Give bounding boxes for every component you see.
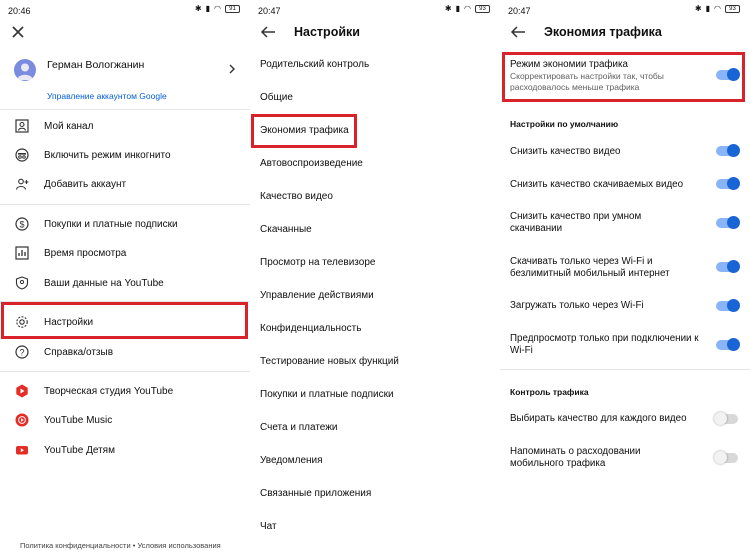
menu-item-watch-time[interactable] [0, 238, 250, 268]
menu-item-your-data[interactable] [0, 268, 250, 298]
menu-item-label: YouTube Детям [44, 444, 115, 456]
menu-item-settings[interactable] [0, 307, 250, 337]
status-time: 20:47 [508, 6, 531, 16]
setting-download-wifi-only[interactable]: Скачивать только через Wi-Fi и безлимитный мобильный интернет [510, 256, 670, 279]
upload-wifi-only-toggle[interactable] [716, 301, 738, 311]
page-title: Настройки [294, 25, 360, 39]
status-bar [500, 0, 750, 22]
settings-item-autoplay[interactable]: Автовоспроизведение [260, 158, 363, 169]
battery-icon: 91 [225, 5, 240, 13]
setting-reduce-download-quality[interactable]: Снизить качество скачиваемых видео [510, 179, 684, 190]
svg-text:?: ? [19, 347, 25, 358]
download-wifi-only-toggle[interactable] [716, 262, 738, 272]
settings-item-billing[interactable]: Счета и платежи [260, 422, 338, 433]
smart-download-quality-toggle[interactable] [716, 218, 738, 228]
menu-item-label: Справка/отзыв [44, 346, 114, 358]
settings-item-video-quality[interactable]: Качество видео [260, 191, 333, 202]
youtube-kids-icon [14, 442, 30, 458]
settings-item-parental[interactable]: Родительский контроль [260, 59, 370, 70]
data-saving-mode-toggle[interactable] [716, 70, 738, 80]
menu-item-label: Ваши данные на YouTube [44, 277, 164, 289]
account-name[interactable]: Герман Вологжанин [47, 59, 145, 71]
setting-smart-download-quality[interactable]: Снизить качество при умном скачивании [510, 211, 642, 234]
preview-wifi-only-toggle[interactable] [716, 340, 738, 350]
menu-item-label: Творческая студия YouTube [44, 385, 174, 397]
menu-item-label: Мой канал [44, 120, 94, 132]
section-header-defaults: Настройки по умолчанию [510, 119, 619, 129]
menu-item-label: Покупки и платные подписки [44, 218, 178, 230]
settings-item-connected-apps[interactable]: Связанные приложения [260, 488, 372, 499]
choose-quality-toggle[interactable] [716, 414, 738, 424]
menu-item-label: Настройки [44, 316, 94, 328]
menu-item-label: YouTube Music [44, 414, 113, 426]
youtube-music-icon [14, 412, 30, 428]
menu-item-studio[interactable] [0, 376, 250, 406]
bluetooth-icon: ✱ [444, 4, 452, 13]
setting-label: Режим экономии трафика [510, 59, 628, 70]
settings-item-data-saving[interactable]: Экономия трафика [260, 125, 349, 136]
toggle-knob [727, 299, 740, 312]
settings-item-purchases[interactable]: Покупки и платные подписки [260, 389, 394, 400]
wifi-icon: ◠ [714, 4, 721, 13]
setting-reduce-video-quality[interactable]: Снизить качество видео [510, 146, 621, 157]
toggle-knob [714, 451, 727, 464]
divider [0, 109, 250, 110]
toggle-knob [727, 177, 740, 190]
wifi-icon: ◠ [214, 4, 221, 13]
settings-item-manage-activity[interactable]: Управление действиями [260, 290, 374, 301]
menu-item-help[interactable] [0, 337, 250, 367]
menu-item-kids[interactable] [0, 435, 250, 465]
mobile-data-reminder-toggle[interactable] [716, 453, 738, 463]
chevron-right-icon[interactable] [228, 64, 236, 74]
bluetooth-icon: ✱ [694, 4, 702, 13]
menu-item-label: Включить режим инкогнито [44, 149, 171, 161]
setting-description: Скорректировать настройки так, чтобы расходовалось меньше трафика [510, 71, 664, 92]
bluetooth-icon: ✱ [194, 4, 202, 13]
toggle-knob [727, 260, 740, 273]
gear-icon [14, 314, 30, 330]
setting-preview-wifi-only[interactable]: Предпросмотр только при подключении к Wi-Fi [510, 333, 699, 356]
shield-person-icon [14, 275, 30, 291]
back-arrow-icon[interactable] [510, 25, 526, 39]
status-bar [250, 0, 500, 22]
menu-item-purchases[interactable] [0, 209, 250, 239]
setting-choose-quality-each-video[interactable]: Выбирать качество для каждого видео [510, 413, 687, 424]
settings-item-privacy[interactable]: Конфиденциальность [260, 323, 362, 334]
page-title: Экономия трафика [544, 25, 662, 39]
youtube-studio-icon [14, 383, 30, 399]
terms-link[interactable]: Условия использования [137, 541, 221, 550]
settings-screen [250, 0, 500, 556]
data-saving-screen [500, 0, 750, 556]
reduce-video-quality-toggle[interactable] [716, 146, 738, 156]
divider [0, 371, 250, 372]
dollar-icon [14, 216, 30, 232]
menu-item-add-account[interactable] [0, 169, 250, 199]
menu-item-my-channel[interactable] [0, 111, 250, 141]
menu-item-label: Добавить аккаунт [44, 178, 127, 190]
privacy-policy-link[interactable]: Политика конфиденциальности [20, 541, 131, 550]
menu-item-music[interactable] [0, 405, 250, 435]
close-icon[interactable] [10, 24, 26, 40]
settings-item-try-features[interactable]: Тестирование новых функций [260, 356, 399, 367]
toggle-knob [727, 144, 740, 157]
add-person-icon [14, 176, 30, 192]
chart-icon [14, 245, 30, 261]
divider [0, 204, 250, 205]
wifi-icon: ◠ [464, 4, 471, 13]
setting-upload-wifi-only[interactable]: Загружать только через Wi-Fi [510, 300, 644, 311]
battery-icon: 93 [475, 5, 490, 13]
reduce-download-quality-toggle[interactable] [716, 179, 738, 189]
signal-icon: ▮ [705, 4, 711, 13]
toggle-knob [714, 412, 727, 425]
settings-item-general[interactable]: Общие [260, 92, 293, 103]
status-time: 20:47 [258, 6, 281, 16]
settings-item-notifications[interactable]: Уведомления [260, 455, 323, 466]
back-arrow-icon[interactable] [260, 25, 276, 39]
menu-item-label: Время просмотра [44, 247, 127, 259]
status-time: 20:46 [8, 6, 31, 16]
battery-icon: 93 [725, 5, 740, 13]
divider [0, 301, 250, 302]
signal-icon: ▮ [205, 4, 211, 13]
toggle-knob [727, 216, 740, 229]
status-bar [0, 0, 250, 22]
manage-account-link[interactable]: Управление аккаунтом Google [47, 91, 167, 101]
section-header-control: Контроль трафика [510, 387, 589, 397]
settings-item-downloads[interactable]: Скачанные [260, 224, 312, 235]
toggle-knob [727, 68, 740, 81]
divider [500, 369, 750, 370]
footer-links [20, 541, 221, 550]
svg-text:$: $ [19, 219, 25, 230]
menu-item-incognito[interactable] [0, 140, 250, 170]
data-saving-mode-setting[interactable] [510, 59, 710, 93]
setting-mobile-data-reminder[interactable]: Напоминать о расходовании мобильного трафика [510, 446, 641, 469]
settings-item-chat[interactable]: Чат [260, 521, 277, 532]
signal-icon: ▮ [455, 4, 461, 13]
settings-item-watch-on-tv[interactable]: Просмотр на телевизоре [260, 257, 376, 268]
account-menu-screen [0, 0, 250, 556]
toggle-knob [727, 338, 740, 351]
incognito-icon [14, 147, 30, 163]
person-icon [14, 118, 30, 134]
footer-separator: • [132, 541, 136, 550]
avatar[interactable] [14, 59, 36, 81]
help-icon [14, 344, 30, 360]
